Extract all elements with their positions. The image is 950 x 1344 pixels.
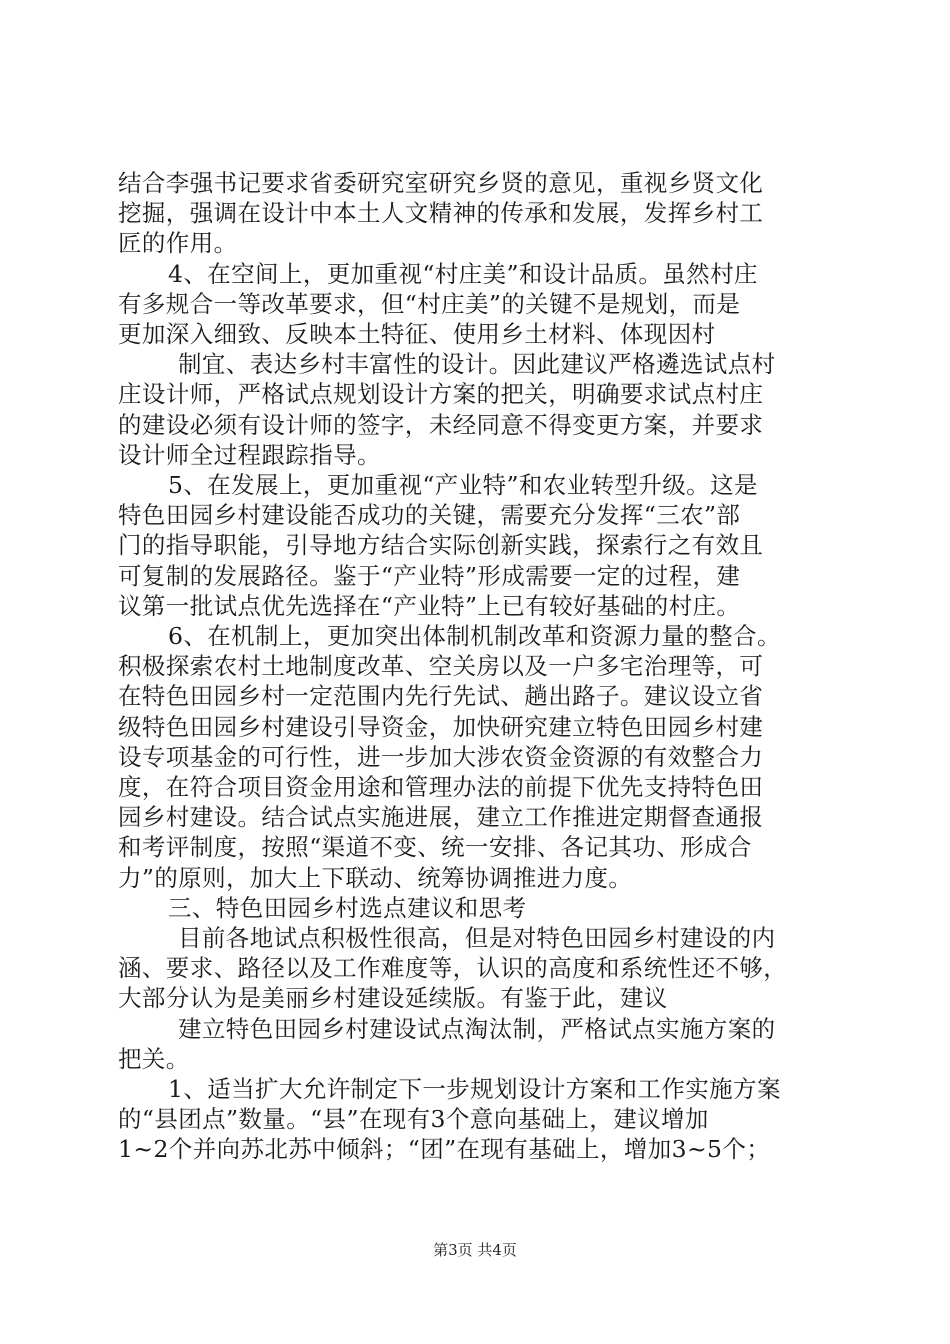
- text-line: 5、在发展上，更加重视“产业特”和农业转型升级。这是: [168, 471, 758, 499]
- text-line: 4、在空间上，更加重视“村庄美”和设计品质。虽然村庄: [168, 259, 758, 288]
- text-line: 的建设必须有设计师的签字，未经同意不得变更方案，并要求: [118, 410, 764, 439]
- text-line: 大部分认为是美丽乡村建设延续版。有鉴于此，建议: [118, 984, 668, 1013]
- text-line: 和考评制度，按照“渠道不变、统一安排、各记其功、形成合: [118, 833, 752, 862]
- text-line: 1、适当扩大允许制定下一步规划设计方案和工作实施方案: [168, 1075, 781, 1103]
- text-line: 1~2个并向苏北苏中倾斜；“团”在现有基础上，增加3~5个；: [118, 1135, 771, 1164]
- page-number-footer: 第3页 共4页: [433, 1241, 517, 1259]
- text-line: 庄设计师，严格试点规划设计方案的把关，明确要求试点村庄: [118, 380, 764, 409]
- text-line: 更加深入细致、反映本土特征、使用乡土材料、体现因村: [118, 320, 716, 348]
- text-line: 力”的原则，加大上下联动、统筹协调推进力度。: [118, 863, 633, 892]
- text-line: 议第一批试点优先选择在“产业特”上已有较好基础的村庄。: [118, 591, 741, 620]
- text-line: 园乡村建设。结合试点实施进展，建立工作推进定期督查通报: [118, 803, 764, 832]
- text-line: 可复制的发展路径。鉴于“产业特”形成需要一定的过程，建: [118, 561, 741, 590]
- text-line: 匠的作用。: [118, 229, 238, 258]
- section-heading: 三、特色田园乡村选点建议和思考: [168, 893, 527, 922]
- text-line: 级特色田园乡村建设引导资金，加快研究建立特色田园乡村建: [118, 712, 764, 741]
- text-line: 制宜、表达乡村丰富性的设计。因此建议严格遴选试点村: [178, 350, 776, 379]
- text-line: 把关。: [118, 1044, 190, 1073]
- text-line: 涵、要求、路径以及工作难度等，认识的高度和系统性还不够，: [118, 954, 788, 983]
- text-line: 6、在机制上，更加突出体制机制改革和资源力量的整合。: [168, 622, 781, 650]
- text-line: 目前各地试点积极性很高，但是对特色田园乡村建设的内: [178, 924, 776, 952]
- text-line: 设专项基金的可行性，进一步加大涉农资金资源的有效整合力: [118, 742, 764, 771]
- text-line: 在特色田园乡村一定范围内先行先试、趟出路子。建议设立省: [118, 682, 764, 711]
- text-line: 门的指导职能，引导地方结合实际创新实践，探索行之有效且: [118, 531, 764, 560]
- text-line: 特色田园乡村建设能否成功的关键，需要充分发挥“三农”部: [118, 501, 741, 530]
- text-line: 积极探索农村土地制度改革、空关房以及一户多宅治理等，可: [118, 652, 764, 681]
- text-line: 设计师全过程跟踪指导。: [118, 440, 381, 469]
- text-line: 度，在符合项目资金用途和管理办法的前提下优先支持特色田: [118, 773, 764, 801]
- text-line: 结合李强书记要求省委研究室研究乡贤的意见，重视乡贤文化: [118, 169, 764, 197]
- text-line: 建立特色田园乡村建设试点淘汰制，严格试点实施方案的: [178, 1014, 776, 1043]
- text-line: 有多规合一等改革要求，但“村庄美”的关键不是规划，而是: [118, 289, 741, 318]
- text-line: 挖掘，强调在设计中本土人文精神的传承和发展，发挥乡村工: [118, 199, 764, 228]
- text-line: 的“县团点”数量。“县”在现有3个意向基础上，建议增加: [118, 1105, 709, 1134]
